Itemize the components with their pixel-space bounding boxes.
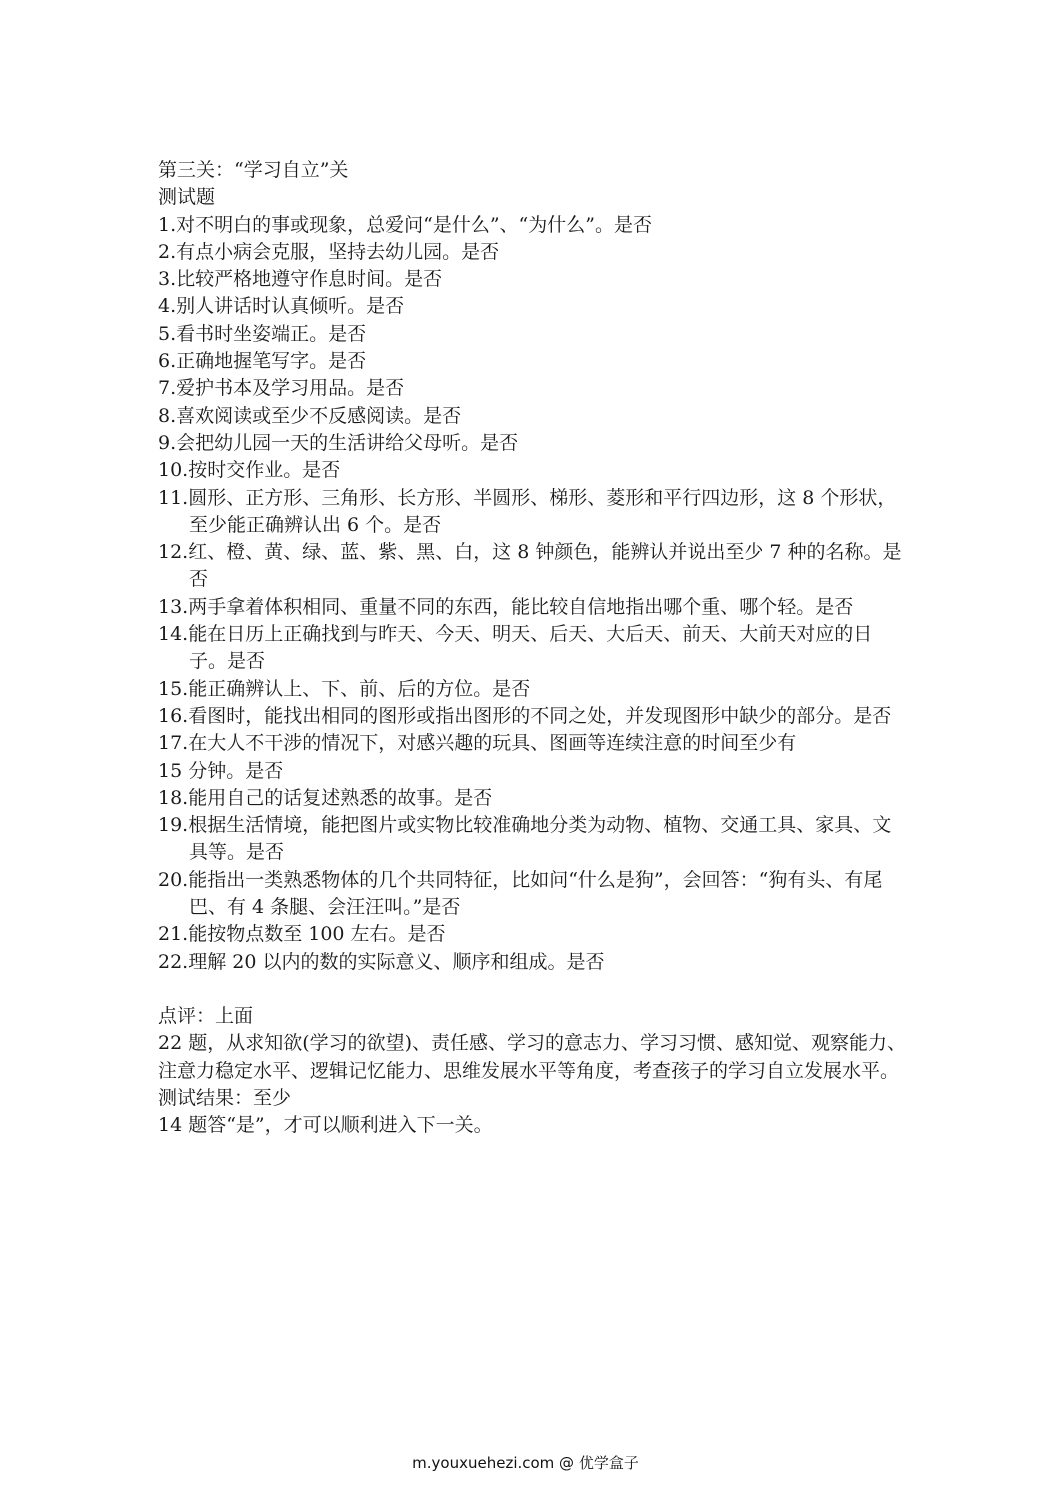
question-1: 1.对不明白的事或现象，总爱问“是什么”、“为什么”。是否 [158,213,652,236]
section-title: 第三关：“学习自立”关 [158,159,349,181]
question-16: 16.看图时，能找出相同的图形或指出图形的不同之处，并发现图形中缺少的部分。是否 [158,704,892,727]
subtitle: 测试题 [158,186,216,209]
question-17-line1: 17.在大人不干涉的情况下，对感兴趣的玩具、图画等连续注意的时间至少有 [158,732,797,755]
question-11: 11.圆形、正方形、三角形、长方形、半圆形、梯形、菱形和平行四边形，这 8 个形状，至少能正确辨认出 6 个。是否 [158,486,897,536]
paragraph-gap [158,976,908,1003]
question-2: 2.有点小病会克服，坚持去幼儿园。是否 [158,240,500,263]
question-15: 15.能正确辨认上、下、前、后的方位。是否 [158,677,531,700]
question-13: 13.两手拿着体积相同、重量不同的东西，能比较自信地指出哪个重、哪个轻。是否 [158,595,854,618]
question-7: 7.爱护书本及学习用品。是否 [158,377,405,400]
question-4: 4.别人讲话时认真倾听。是否 [158,295,405,318]
comment-label: 点评：上面 [158,1004,254,1027]
question-12: 12.红、橙、黄、绿、蓝、紫、黑、白，这 8 钟颜色，能辨认并说出至少 7 种的名称。是否 [158,541,902,591]
question-6: 6.正确地握笔写字。是否 [158,350,367,373]
comment-end: 14 题答“是”，才可以顺利进入下一关。 [158,1114,493,1137]
question-3: 3.比较严格地遵守作息时间。是否 [158,268,443,291]
question-9: 9.会把幼儿园一天的生活讲给父母听。是否 [158,431,519,454]
question-20: 20.能指出一类熟悉物体的几个共同特征，比如问“什么是狗”，会回答：“狗有头、有尾巴、有 4 条腿、会汪汪叫。”是否 [158,868,883,919]
document-content [158,157,908,1139]
question-10: 10.按时交作业。是否 [158,459,341,482]
question-19: 19.根据生活情境，能把图片或实物比较准确地分类为动物、植物、交通工具、家具、文具等。是否 [158,814,892,864]
comment-body: 22 题，从求知欲(学习的欲望)、责任感、学习的意志力、学习习惯、感知觉、观察能力、注意力稳定水平、逻辑记忆能力、思维发展水平等角度，考查孩子的学习自立发展水平。测试结果：至少 [158,1032,907,1109]
question-21: 21.能按物点数至 100 左右。是否 [158,923,446,946]
question-5: 5.看书时坐姿端正。是否 [158,322,367,345]
question-18: 18.能用自己的话复述熟悉的故事。是否 [158,786,493,809]
question-14: 14.能在日历上正确找到与昨天、今天、明天、后天、大后天、前天、大前天对应的日子。是否 [158,623,873,673]
question-8: 8.喜欢阅读或至少不反感阅读。是否 [158,404,462,427]
footer-watermark: m.youxuehezi.com @ 优学盒子 [412,1454,639,1472]
question-22: 22.理解 20 以内的数的实际意义、顺序和组成。是否 [158,950,605,973]
question-17-line2: 15 分钟。是否 [158,759,284,782]
